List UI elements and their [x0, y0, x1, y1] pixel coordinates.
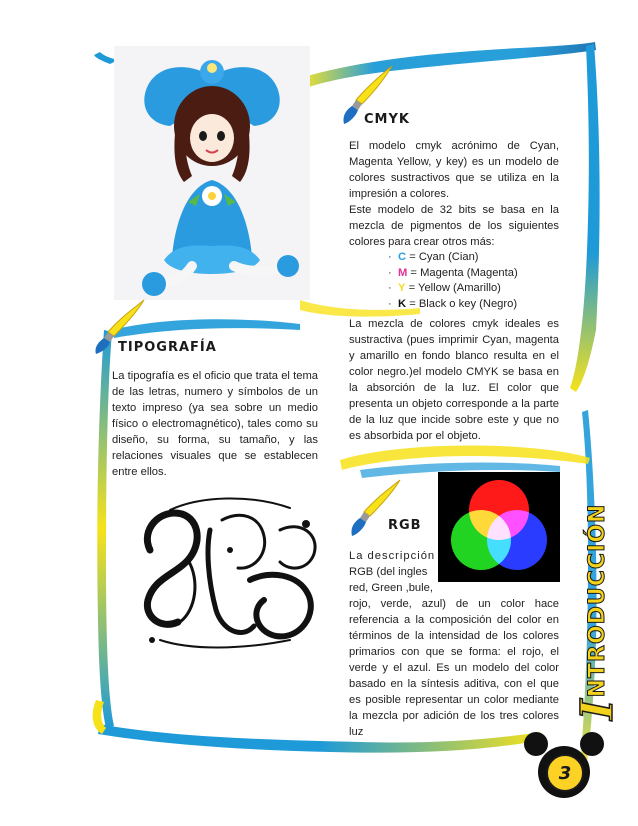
side-title-initial: I — [572, 699, 623, 720]
list-item — [388, 250, 518, 266]
bullet-glyph: · — [388, 266, 392, 279]
rgb-additive-diagram — [438, 472, 560, 582]
cmyk-paragraph-1: El modelo cmyk acrónimo de Cyan, Magenta Yellow, y key) es un modelo de colores sustractivos que se utiliza en la impresión a colores. — [349, 140, 559, 200]
side-title — [568, 470, 628, 720]
cmyk-heading: CMYK — [364, 112, 410, 127]
list-item-text: = Black o key (Negro) — [406, 297, 518, 310]
doll-figurine-image — [114, 46, 310, 300]
bullet-glyph: · — [388, 297, 392, 310]
bullet-glyph: · — [388, 251, 392, 263]
rgb-intro-line: La descripción — [349, 550, 436, 562]
mickey-ears — [580, 732, 604, 756]
tipografia-paragraph: La tipografía es el oficio que trata el tema de las letras, numero y símbolos de un texto impreso (ya sea sobre un medio físico o electromagnético), tales como su diseño, su forma, su tamaño, y las relaciones visuales que se establecen entre ellos. — [112, 370, 318, 478]
mickey-ears — [524, 732, 548, 756]
list-item-text: = Yellow (Amarillo) — [405, 282, 501, 294]
cmyk-paragraph-3: La mezcla de colores cmyk ideales es sustractiva (pues imprimir Cyan, magenta y amarillo en fondo blanco resulta en el color negro.)el modelo CMYK se basa en la absorción de la luz. El color que presenta un objeto corresponde a la parte de la luz que incide sobre este y que no es absorbida por el objeto. — [349, 318, 559, 442]
cmyk-letter-m: M — [398, 266, 408, 279]
list-item — [388, 297, 518, 313]
cmyk-letter-k: K — [398, 297, 407, 310]
tipografia-heading: TIPOGRAFÍA — [118, 340, 217, 355]
rgb-intro-line: RGB (del ingles — [349, 566, 428, 578]
cmyk-letter-c: C — [398, 251, 407, 263]
rgb-intro-line: red, Green ,bule, — [349, 582, 433, 594]
list-item — [388, 281, 518, 297]
bullet-glyph: · — [388, 282, 392, 294]
page-number: 3 — [546, 754, 584, 792]
rgb-heading: RGB — [388, 518, 422, 533]
side-title-rest: NTRODUCCIÓN — [585, 503, 610, 698]
cmyk-letter-y: Y — [398, 282, 406, 294]
rgb-intro — [349, 548, 439, 596]
calligraphy-ornament-image — [130, 490, 330, 660]
rgb-paragraph: rojo, verde, azul) de un color hace referencia a la composición del color en términos de la intensidad de los colores primarios con que se forma: el rojo, el verde y el azul. Es un modelo del color basado en la síntesis aditiva, con el que es posible representar un color mediante la mezcla por adición de los tres colores luz — [349, 598, 559, 738]
cmyk-color-list — [388, 250, 518, 312]
cmyk-paragraph-2: Este modelo de 32 bits se basa en la mezcla de pigmentos de los siguientes colores para crear otros más: — [349, 204, 559, 248]
list-item-text: = Cyan (Cian) — [406, 251, 479, 263]
list-item — [388, 266, 518, 282]
list-item-text: = Magenta (Magenta) — [407, 266, 518, 279]
